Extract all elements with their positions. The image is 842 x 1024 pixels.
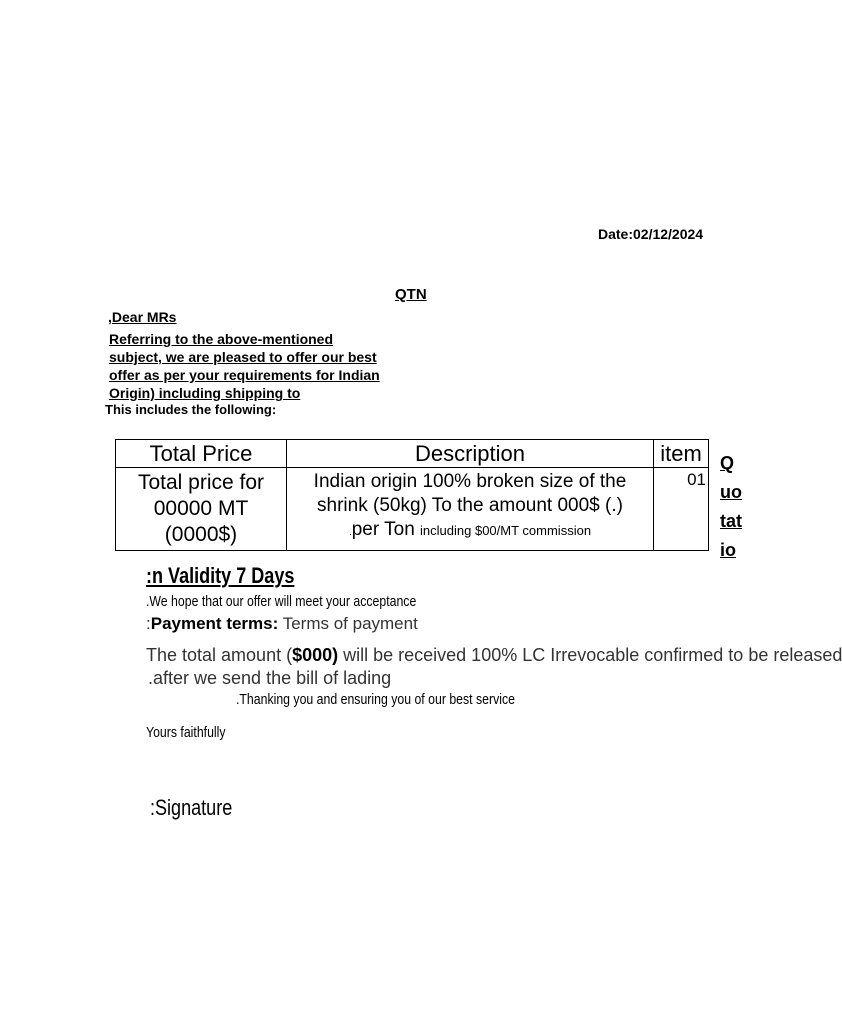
cell-item: 01 bbox=[654, 468, 709, 551]
payment-label: Payment terms: bbox=[150, 614, 279, 633]
description-dot: . bbox=[348, 527, 352, 538]
table-row bbox=[116, 468, 709, 551]
side-label-line: tat bbox=[720, 511, 742, 531]
greeting: ,Dear MRs bbox=[108, 309, 177, 325]
total-price-line: (0000$) bbox=[164, 523, 238, 546]
total-price-line: 00000 MT bbox=[153, 497, 249, 520]
intro-paragraph bbox=[109, 330, 380, 402]
hope-line: .We hope that our offer will meet your acceptance bbox=[146, 593, 417, 610]
includes-line: This includes the following: bbox=[105, 402, 277, 417]
total-amount-line bbox=[146, 645, 842, 666]
total-price-line: Total price for bbox=[137, 471, 265, 494]
signature-label: :Signature bbox=[150, 795, 233, 820]
side-label-line: uo bbox=[720, 482, 742, 502]
intro-line: Referring to the above-mentioned bbox=[109, 331, 334, 347]
side-label-quotation bbox=[720, 449, 742, 565]
closing-line: Yours faithfully bbox=[146, 724, 226, 741]
quotation-table bbox=[115, 439, 709, 551]
description-line bbox=[287, 518, 653, 545]
thanks-line: .Thanking you and ensuring you of our best service bbox=[236, 691, 515, 708]
bill-of-lading-line: .after we send the bill of lading bbox=[148, 668, 392, 688]
payment-value: Terms of payment bbox=[278, 614, 418, 633]
side-label-line: Q bbox=[720, 453, 735, 473]
intro-line: offer as per your requirements for Indian bbox=[109, 367, 380, 383]
cell-description bbox=[287, 468, 654, 551]
payment-terms bbox=[146, 614, 418, 634]
description-per-ton: per Ton bbox=[351, 519, 421, 540]
header-description: Description bbox=[287, 440, 654, 468]
intro-line: Origin) including shipping to bbox=[109, 385, 301, 401]
date: Date:02/12/2024 bbox=[598, 226, 704, 242]
total-prefix: The total amount ( bbox=[146, 645, 293, 665]
description-line: shrink (50kg) To the amount 000$ (.) bbox=[317, 495, 623, 516]
document-title: QTN bbox=[395, 286, 427, 303]
payment-prefix: : bbox=[146, 614, 151, 633]
side-label-line: io bbox=[720, 540, 736, 560]
table-header-row bbox=[116, 440, 709, 468]
description-line: Indian origin 100% broken size of the bbox=[313, 471, 627, 492]
validity-heading: :n Validity 7 Days bbox=[146, 563, 295, 588]
total-suffix: will be received 100% LC Irrevocable confirmed to be released bbox=[338, 645, 842, 665]
total-amount: $000) bbox=[292, 645, 339, 665]
header-item: item bbox=[654, 440, 709, 468]
header-total-price: Total Price bbox=[116, 440, 287, 468]
description-commission: including $00/MT commission bbox=[420, 523, 592, 538]
intro-line: subject, we are pleased to offer our best bbox=[109, 349, 377, 365]
cell-total-price bbox=[116, 468, 287, 551]
